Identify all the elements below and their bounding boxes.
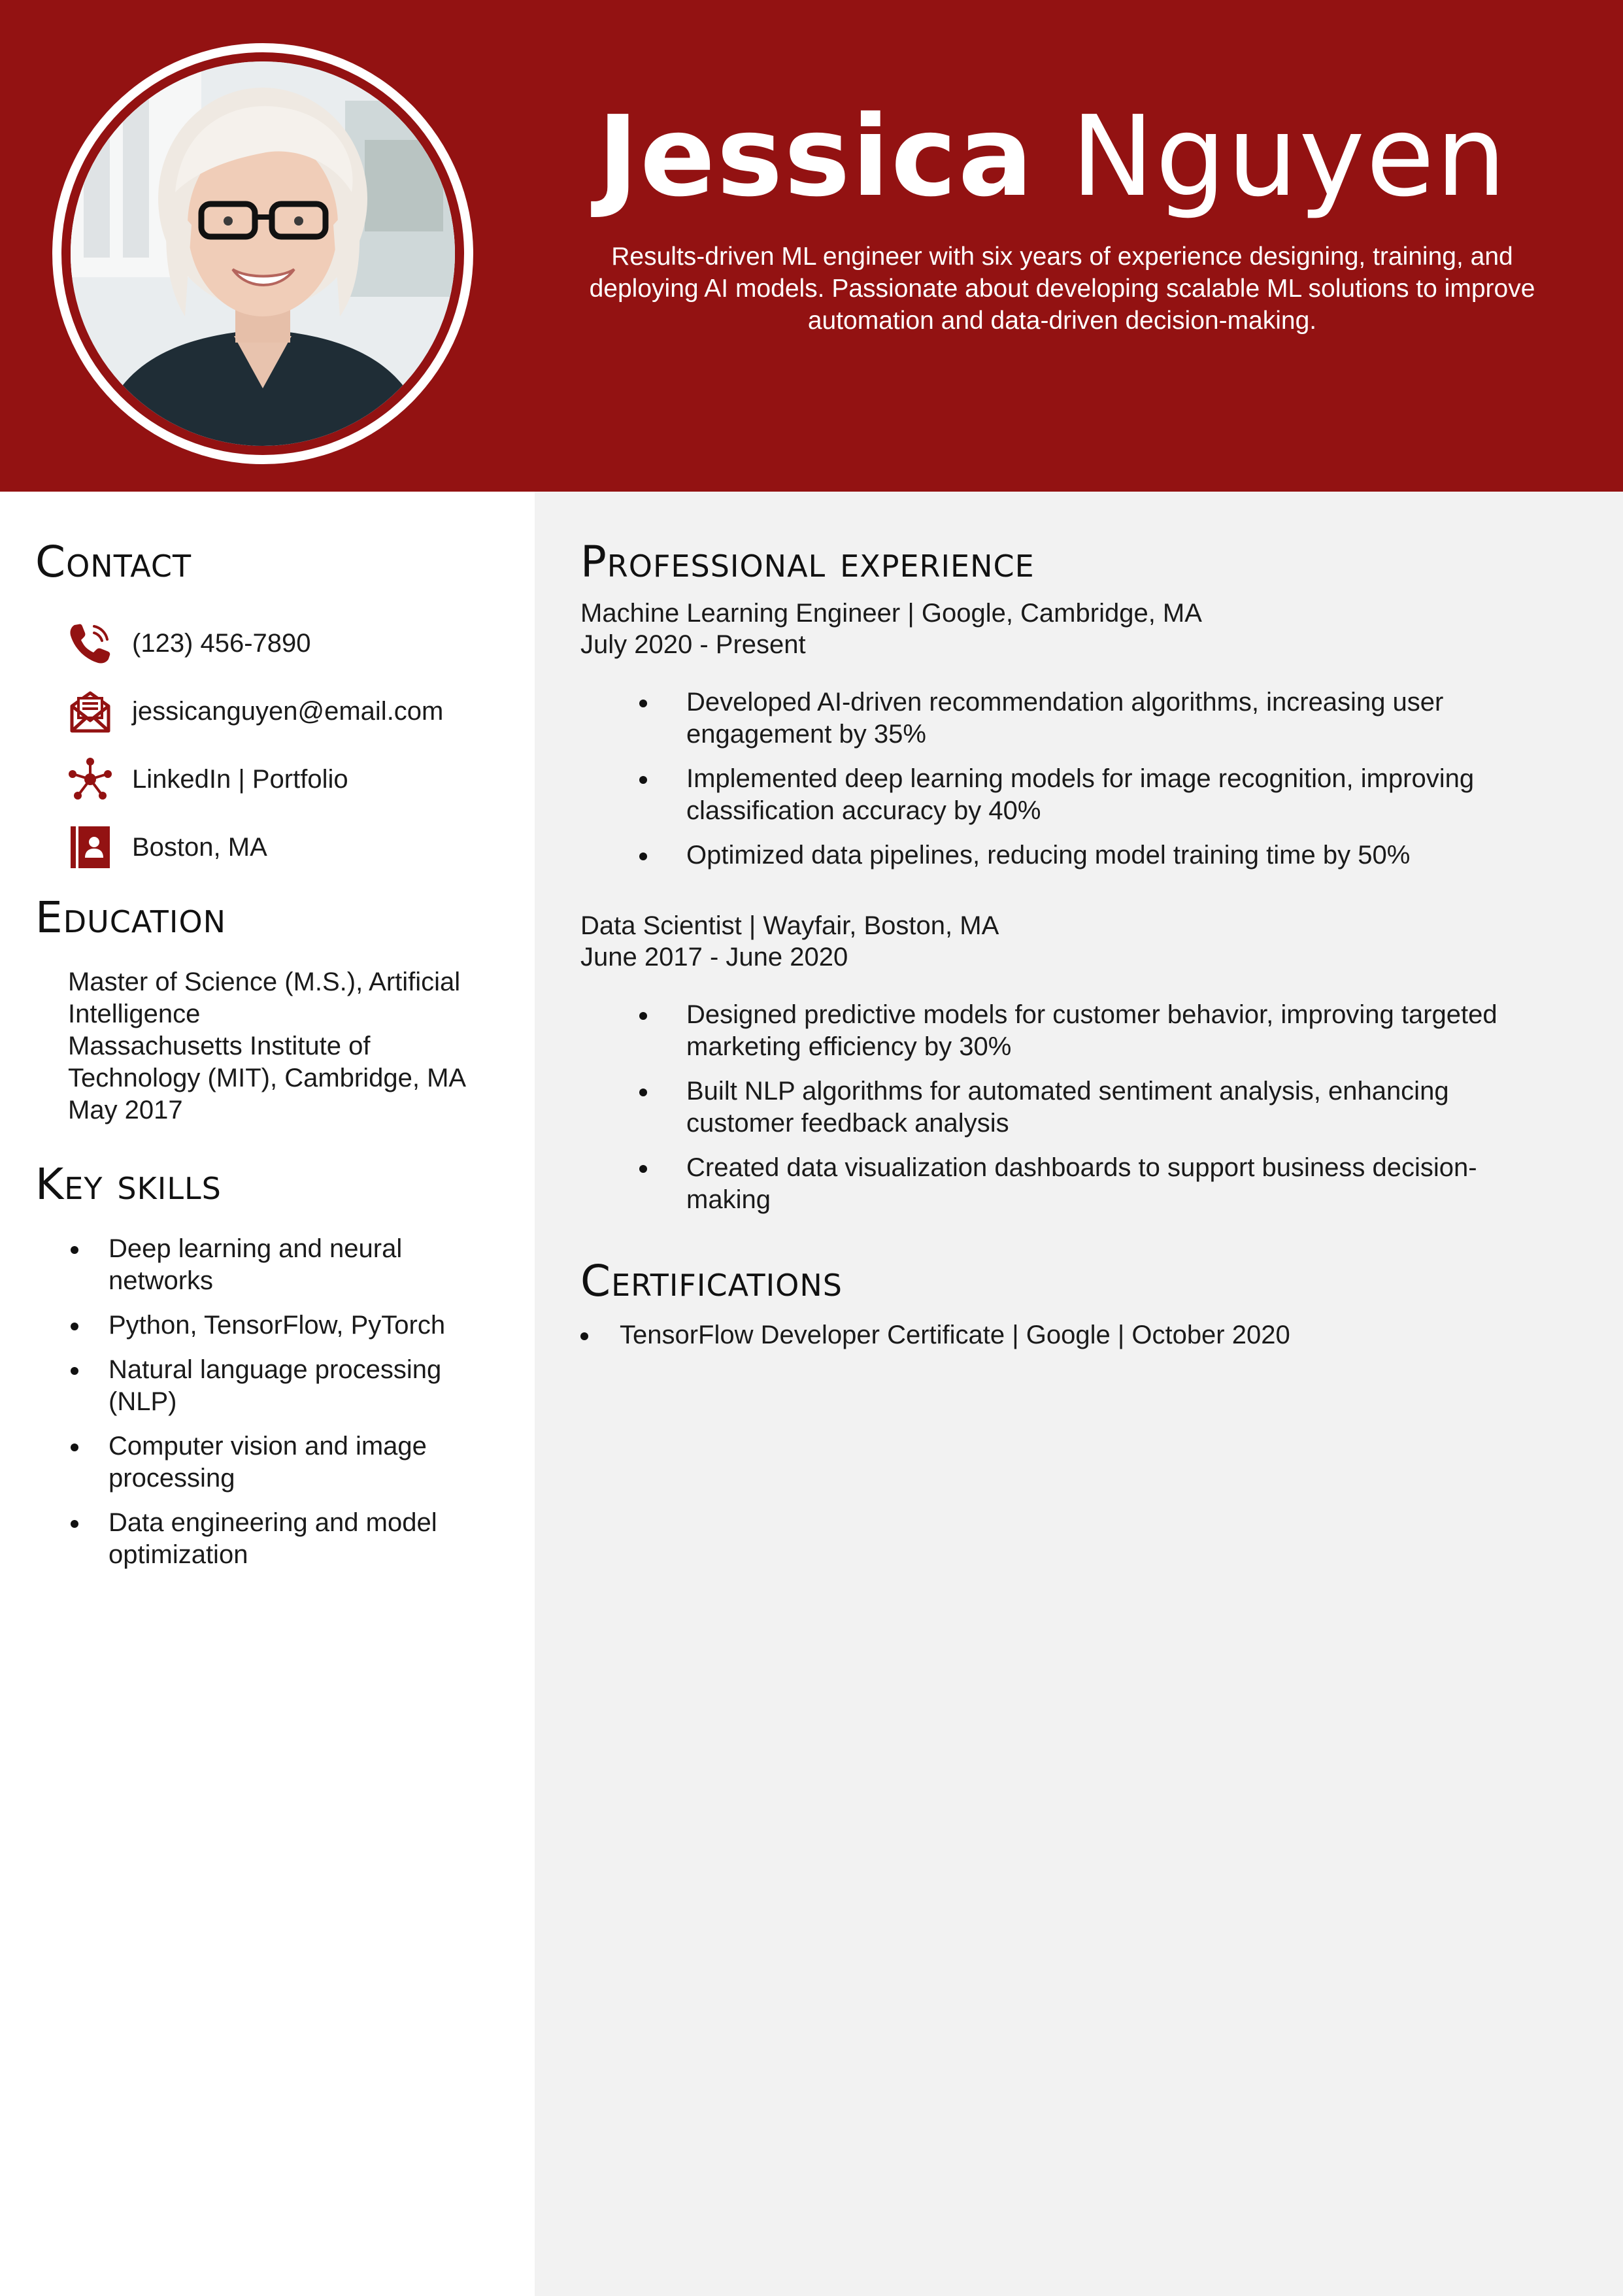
phone-icon (65, 618, 115, 668)
location: Boston, MA (132, 832, 267, 862)
skills-list (68, 1233, 460, 1583)
contact-list (65, 609, 443, 881)
contact-item-email (65, 677, 443, 745)
certifications-heading: Certifications (580, 1256, 843, 1306)
profile-photo (71, 61, 455, 446)
skill-item: Natural language processing (NLP) (68, 1354, 460, 1418)
contact-heading: Contact (35, 537, 192, 587)
address-book-icon (65, 822, 115, 872)
job-title: Machine Learning Engineer | Google, Cambridge, MA (580, 599, 1202, 628)
profile-summary: Results-driven ML engineer with six years of experience designing, training, and deploying AI models. Passionate about developing scalable ML solutions to improve automation and data-driven decision-making. (589, 243, 1535, 335)
profile-photo-frame (52, 43, 473, 464)
education-heading: Education (35, 892, 227, 943)
profile-photo-illustration (71, 61, 455, 446)
phone-number[interactable]: (123) 456-7890 (132, 628, 311, 658)
contact-item-phone (65, 609, 443, 677)
contact-item-location (65, 813, 443, 881)
job-title: Data Scientist | Wayfair, Boston, MA (580, 911, 999, 940)
school: Massachusetts Institute of Technology (MIT), Cambridge, MA (68, 1032, 467, 1092)
email-icon (65, 686, 115, 736)
graduation-date: May 2017 (68, 1096, 183, 1124)
job-dates: June 2017 - June 2020 (580, 943, 848, 971)
skills-heading: Key skills (35, 1159, 222, 1209)
achievement-item: Designed predictive models for customer behavior, improving targeted marketing efficiency by 30% (639, 999, 1522, 1063)
degree: Master of Science (M.S.), Artificial Intelligence (68, 968, 461, 1028)
skill-item: Python, TensorFlow, PyTorch (68, 1309, 460, 1342)
achievement-item: Created data visualization dashboards to support business decision-making (639, 1152, 1522, 1216)
achievement-item: Implemented deep learning models for image recognition, improving classification accuracy by 40% (639, 763, 1522, 827)
skill-item: Computer vision and image processing (68, 1430, 460, 1494)
skill-item: Deep learning and neural networks (68, 1233, 460, 1297)
education-entry (68, 966, 486, 1126)
network-icon (65, 754, 115, 804)
achievement-item: Optimized data pipelines, reducing model training time by 50% (639, 839, 1522, 871)
job-achievements (639, 686, 1522, 871)
skill-item: Data engineering and model optimization (68, 1507, 460, 1571)
job-entry (580, 910, 1561, 1228)
job-achievements (639, 999, 1522, 1216)
achievement-item: Developed AI-driven recommendation algorithms, increasing user engagement by 35% (639, 686, 1522, 751)
first-name: Jessica (597, 92, 1035, 222)
experience-heading: Professional experience (580, 537, 1035, 587)
candidate-name (562, 92, 1543, 222)
achievement-item: Built NLP algorithms for automated sentiment analysis, enhancing customer feedback analysis (639, 1075, 1522, 1140)
contact-item-links (65, 745, 443, 813)
profile-links[interactable]: LinkedIn | Portfolio (132, 764, 348, 794)
header-banner (0, 0, 1623, 492)
certification-item: TensorFlow Developer Certificate | Google | October 2020 (580, 1319, 1561, 1351)
job-dates: July 2020 - Present (580, 630, 806, 659)
job-entry (580, 598, 1561, 884)
certifications-list (580, 1319, 1561, 1351)
email-address[interactable]: jessicanguyen@email.com (132, 696, 444, 726)
last-name: Nguyen (1071, 92, 1508, 222)
